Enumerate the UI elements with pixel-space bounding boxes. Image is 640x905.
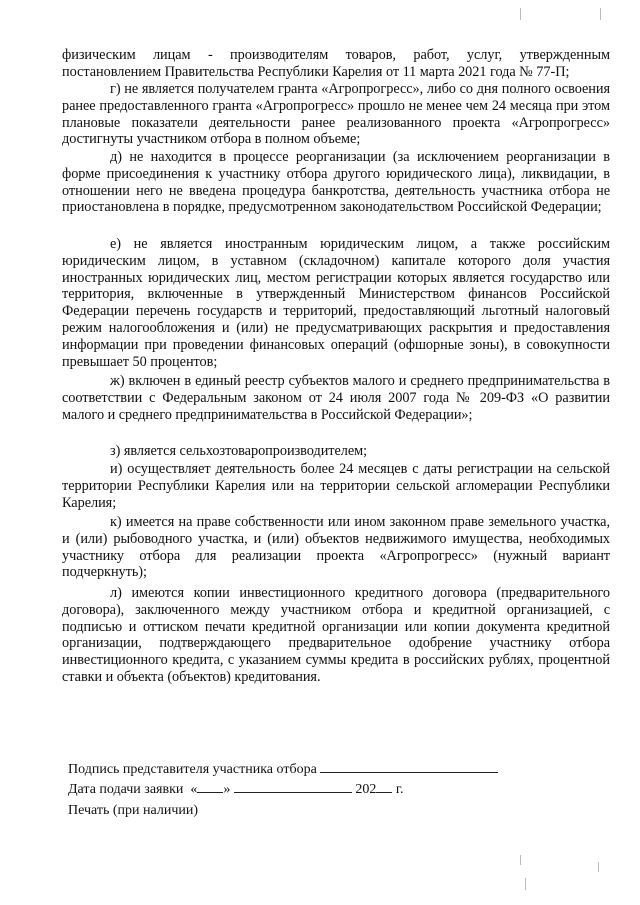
signature-line	[68, 760, 498, 778]
paragraph-l: л) имеются копии инвестиционного кредитного договора (предварительного договора), заключенного между участником отбора и кредитной организацией, с подписью и оттиском печати кредитной организации или копии документа кредитной организации, подтверждающего предварительное одобрение участнику отбора инвестиционного кредита, с указанием суммы кредита в российских рублях, процентной ставки и объекта (объектов) кредитования.	[62, 585, 610, 685]
month-field[interactable]	[234, 780, 352, 793]
scan-mark	[598, 862, 599, 872]
scan-mark	[525, 878, 526, 890]
paragraph-intro: физическим лицам - производителям товаров, работ, услуг, утвержденным постановлением Правительства Республики Карелия от 11 марта 2021 года № 77-П;	[62, 47, 610, 80]
scan-mark	[520, 8, 521, 20]
signature-label: Подпись представителя участника отбора	[68, 762, 317, 777]
paragraph-k: к) имеется на праве собственности или ином законном праве земельного участка, и (или) рыбоводного участка, и (или) объектов недвижимого имущества, необходимых участнику отбора для реализации проекта «Агропрогресс» (нужный вариант подчеркнуть);	[62, 514, 610, 581]
year-field[interactable]	[376, 780, 392, 793]
day-field[interactable]	[197, 780, 223, 793]
stamp-line	[68, 802, 198, 819]
signature-field[interactable]	[320, 760, 498, 773]
date-line: Дата подачи заявки « » 202 г.	[68, 782, 404, 797]
paragraph-g: г) не является получателем гранта «Агропрогресс», либо со дня полного освоения ранее предоставленного гранта «Агропрогресс» прошло не менее чем 24 месяца при этом плановые показатели деятельности ранее реализованного проекта «Агропрогресс» достигнуты участником отбора в полном объеме;	[62, 81, 610, 148]
scan-mark	[600, 8, 601, 20]
paragraph-i: и) осуществляет деятельность более 24 месяцев с даты регистрации на сельской территории Республики Карелия или на территории сельской агломерации Республики Карелия;	[62, 461, 610, 511]
scan-mark	[520, 855, 521, 865]
stamp-label: Печать (при наличии)	[68, 803, 199, 818]
paragraph-e: е) не является иностранным юридическим лицом, а также российским юридическим лицом, в уставном (складочном) капитале которого доля участия иностранных юридических лиц, местом регистрации которых является государство или территория, включенные в утвержденный Министерством финансов Российской Федерации перечень государств и территорий, предоставляющий льготный налоговый режим налогообложения и (или) не предусматривающих раскрытия и предоставления информации при проведении финансовых операций (офшорные зоны), в совокупности превышает 50 процентов;	[62, 236, 610, 370]
year-label: 202	[355, 782, 377, 797]
paragraph-z: з) является сельхозтоваропроизводителем;	[110, 443, 368, 459]
date-label: Дата подачи заявки	[68, 782, 184, 797]
paragraph-d: д) не находится в процессе реорганизации (за исключением реорганизации в форме присоединения к участнику отбора другого юридического лица), ликвидации, в отношении него не введена процедура банкротства, деятельность участника отбора не приостановлена в порядке, предусмотренном законодательством Российской Федерации;	[62, 149, 610, 216]
paragraph-zh: ж) включен в единый реестр субъектов малого и среднего предпринимательства в соответствии с Федеральным законом от 24 июля 2007 года № 209-ФЗ «О развитии малого и среднего предпринимательства в Российской Федерации»;	[62, 373, 610, 423]
